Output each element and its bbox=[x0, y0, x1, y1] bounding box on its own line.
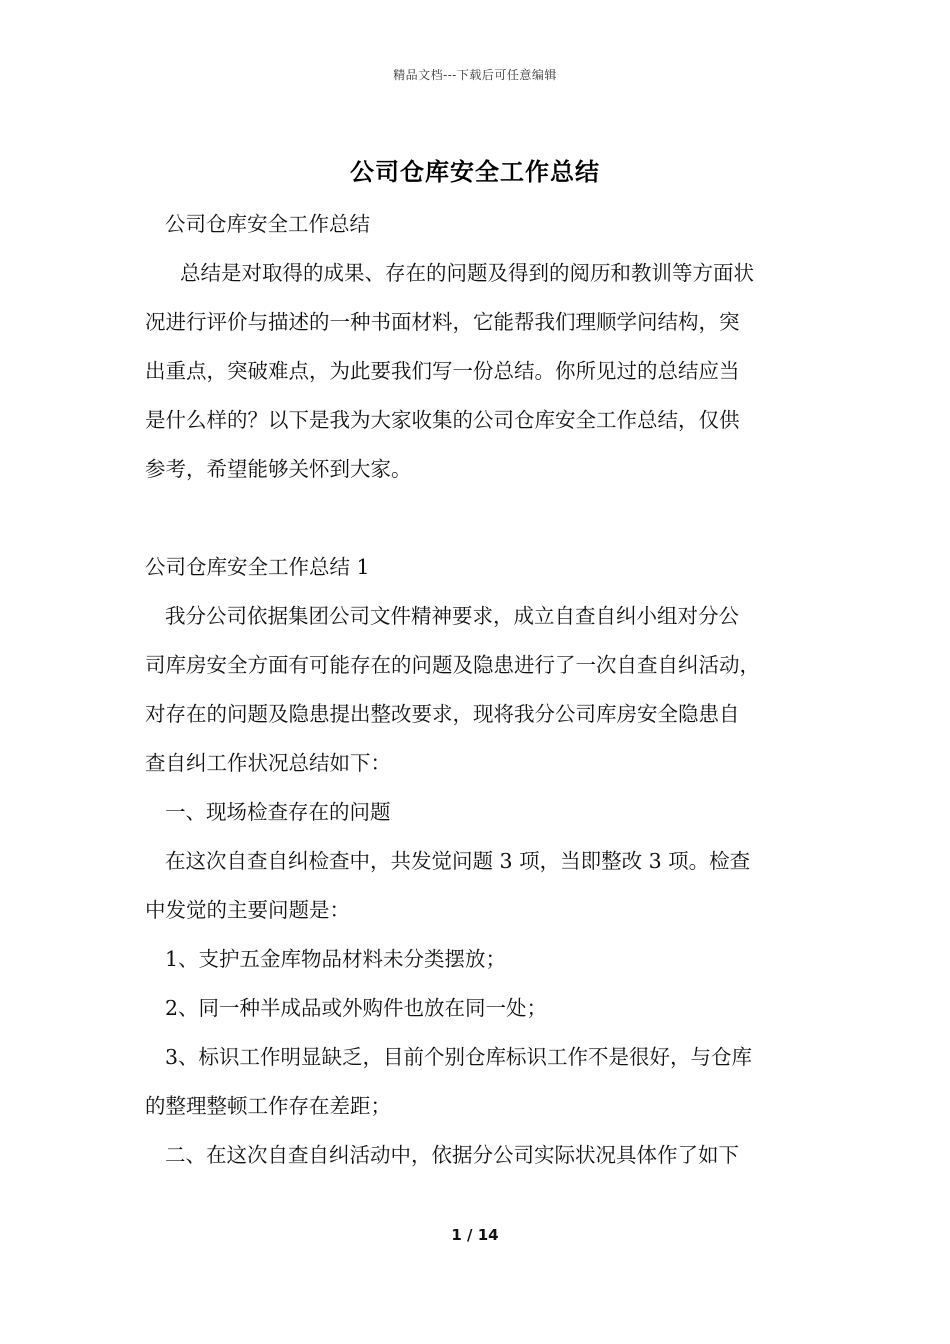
document-title: 公司仓库安全工作总结 bbox=[350, 157, 600, 186]
subtitle: 公司仓库安全工作总结 bbox=[165, 212, 370, 236]
paragraph-gap bbox=[145, 494, 810, 543]
intro-line: 是什么样的？以下是我为大家收集的公司仓库安全工作总结，仅供 bbox=[145, 408, 740, 432]
paragraph-line: 在这次自查自纠检查中，共发觉问题 3 项，当即整改 3 项。检查 bbox=[165, 849, 751, 873]
page-number: 1 / 14 bbox=[451, 1226, 499, 1244]
subheading: 一、现场检查存在的问题 bbox=[165, 800, 391, 824]
subheading: 二、在这次自查自纠活动中，依据分公司实际状况具体作了如下 bbox=[165, 1143, 739, 1167]
paragraph-line: 中发觉的主要问题是： bbox=[145, 898, 350, 922]
list-item: 3、标识工作明显缺乏，目前个别仓库标识工作不是很好，与仓库 bbox=[165, 1045, 753, 1069]
header-note: 精品文档---下载后可任意编辑 bbox=[393, 68, 557, 82]
section-heading: 公司仓库安全工作总结 1 bbox=[145, 555, 370, 579]
intro-line: 况进行评价与描述的一种书面材料，它能帮我们理顺学问结构，突 bbox=[145, 310, 740, 334]
list-item: 1、支护五金库物品材料未分类摆放； bbox=[165, 947, 507, 971]
list-item: 2、同一种半成品或外购件也放在同一处； bbox=[165, 996, 548, 1020]
paragraph-line: 查自纠工作状况总结如下： bbox=[145, 751, 391, 775]
paragraph-line: 对存在的问题及隐患提出整改要求，现将我分公司库房安全隐患自 bbox=[145, 702, 740, 726]
paragraph-line: 我分公司依据集团公司文件精神要求，成立自查自纠小组对分公 bbox=[165, 604, 739, 628]
document-body bbox=[145, 200, 810, 1180]
paragraph-line: 司库房安全方面有可能存在的问题及隐患进行了一次自查自纠活动， bbox=[145, 653, 760, 677]
intro-line: 出重点，突破难点，为此要我们写一份总结。你所见过的总结应当 bbox=[145, 359, 740, 383]
intro-line: 参考，希望能够关怀到大家。 bbox=[145, 457, 412, 481]
intro-line: 总结是对取得的成果、存在的问题及得到的阅历和教训等方面状 bbox=[180, 261, 754, 285]
list-item-continuation: 的整理整顿工作存在差距； bbox=[145, 1094, 391, 1118]
